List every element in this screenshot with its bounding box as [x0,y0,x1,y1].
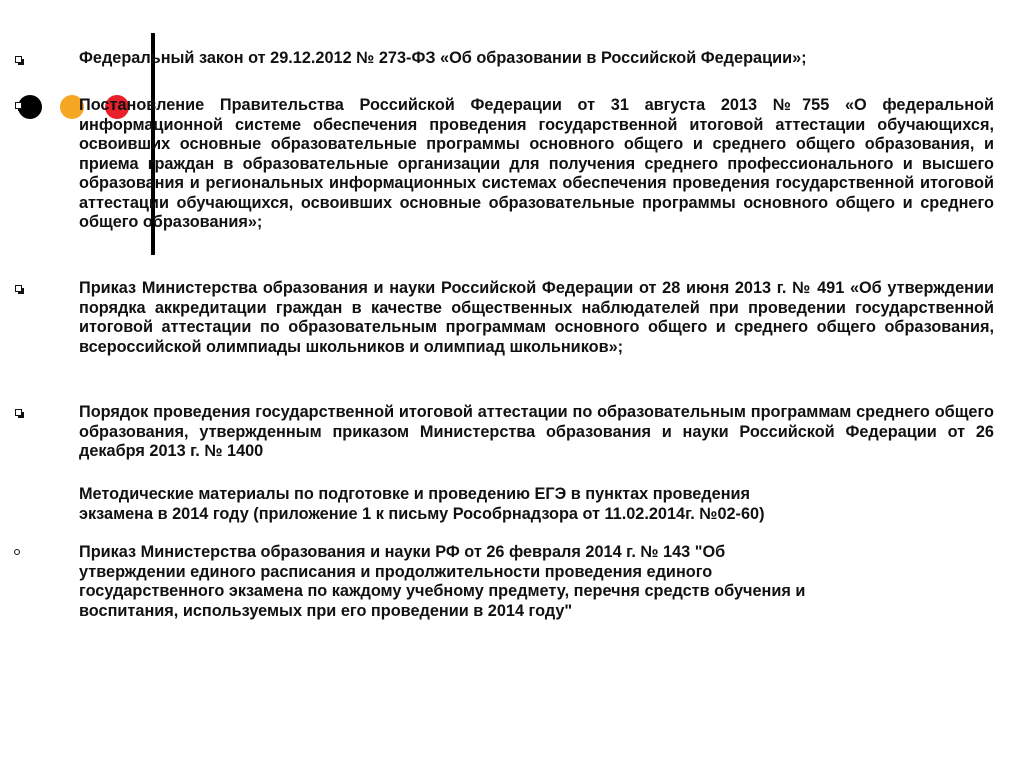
square-bullet-icon [15,285,22,292]
square-bullet-icon [15,409,22,416]
list-item-line: экзамена в 2014 году (приложение 1 к письму Рособрнадзора от 11.02.2014г. №02-60) [79,504,765,523]
square-bullet-icon [15,102,22,109]
list-item: Порядок проведения государственной итоговой аттестации по образовательным программам среднего общего образования, утвержденным приказом Министерства образования и науки Российской Федерации от 26 декабря 2013 г. № 1400 [79,403,994,460]
list-item-line: Приказ Министерства образования и науки РФ от 26 февраля 2014 г. № 143 "Об [79,543,726,561]
list-item [79,543,994,621]
list-item: Приказ Министерства образования и науки Российской Федерации от 28 июня 2013 г. № 491 «Об утверждении порядка аккредитации граждан в качестве общественных наблюдателей при проведении государственной итоговой аттестации по образовательным программам основного общего и среднего общего образования, всероссийской олимпиады школьников и олимпиад школьников»; [79,279,994,356]
list-item-line: Методические материалы по подготовке и проведению ЕГЭ в пунктах проведения [79,485,751,503]
list-item-line: утверждении единого расписания и продолжительности проведения единого [79,562,713,581]
list-item: Постановление Правительства Российской Федерации от 31 августа 2013 №755 «О федеральной информационной системе обеспечения проведения государственной итоговой аттестации обучающихся, освоивших основные образовательные программы основного общего и среднего общего образования, и приема граждан в образовательные организации для получения среднего профессионального и высшего образования и региональных информационных системах обеспечения проведения государственной итоговой аттестации обучающихся, освоивших основные образовательные программы основного общего и среднего общего образования»; [79,96,994,231]
list-item-line: государственного экзамена по каждому учебному предмету, перечня средств обучения и [79,582,806,600]
square-bullet-icon [15,56,22,63]
list-item [79,485,994,524]
list-item: Федеральный закон от 29.12.2012 № 273-ФЗ «Об образовании в Российской Федерации»; [79,49,807,67]
ring-bullet-icon [14,549,20,555]
list-item-line: воспитания, используемых при его проведении в 2014 году" [79,601,573,620]
